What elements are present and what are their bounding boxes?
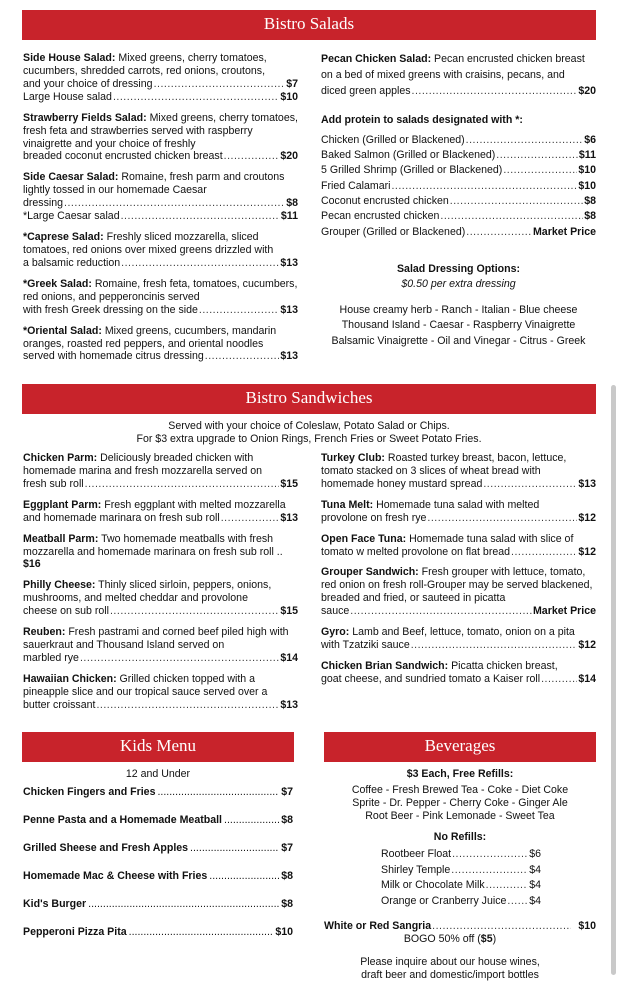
item-desc: Thinly sliced sirloin, peppers, onions, mushrooms, and melted cheddar and provolone (23, 579, 272, 605)
item-extra-price: $11 (280, 210, 298, 223)
norefill-row-label: Milk or Chocolate Milk (381, 879, 485, 892)
beverages-title: Beverages (424, 736, 496, 755)
kids-item-label: Chicken Fingers and Fries (23, 785, 156, 798)
protein-row (321, 225, 596, 240)
sandwiches-title: Bistro Sandwiches (245, 388, 373, 407)
refill-line-1: Coffee - Fresh Brewed Tea - Coke - Diet Coke (351, 783, 569, 796)
salads-left-column (23, 52, 298, 371)
kids-item-label: Homemade Mac & Cheese with Fries (23, 869, 208, 882)
item-desc: Freshly sliced mozzarella, sliced tomatoes, red onions over mixed greens drizzled with (23, 231, 274, 256)
protein-row (321, 194, 596, 209)
page-scrollbar[interactable] (611, 385, 616, 975)
item-desc: Fresh grouper with lettuce, tomato, red onion on fresh roll-Grouper may be served blackened, breaded and fried, or sauteed in picatta (321, 566, 593, 605)
item-price: $13 (280, 303, 298, 316)
menu-item (23, 278, 298, 317)
item-desc-end: cheese on sub roll (23, 605, 109, 618)
item-name: Philly Cheese: (23, 579, 96, 592)
item-desc: Homemade tuna salad with slice of (406, 532, 574, 545)
menu-item (321, 499, 596, 525)
item-extra-label: *Large Caesar salad (23, 210, 120, 223)
protein-row-price: $6 (584, 133, 596, 146)
item-price: $20 (280, 150, 298, 163)
item-price: $13 (578, 477, 596, 490)
kids-item (23, 926, 293, 939)
item-desc-end: with Tzatziki sauce (321, 639, 410, 652)
item-name: Side House Salad: (23, 52, 116, 64)
item-name: Grouper Sandwich: (321, 566, 419, 579)
kids-item-label: Pepperoni Pizza Pita (23, 925, 127, 938)
dressing-section (321, 262, 596, 349)
refill-line-3: Root Beer - Pink Lemonade - Sweet Tea (365, 809, 555, 822)
item-name: Reuben: (23, 626, 66, 639)
item-desc: Romaine, fresh feta, tomatoes, cucumbers, red onions, and pepperoncinis served (23, 277, 298, 303)
item-desc-end: homemade honey mustard spread (321, 477, 483, 490)
norefill-row (381, 894, 541, 910)
item-desc: Romaine, fresh parm and croutons lightly tossed in our homemade Caesar (23, 171, 285, 197)
item-desc: Mixed greens, cherry tomatoes, fresh feta and strawberries served with raspberry vinaigrette and your choice of freshly (23, 111, 298, 150)
protein-row-label: Grouper (Grilled or Blackened) (321, 225, 466, 238)
bogo-suffix: ) (492, 933, 497, 946)
protein-row (321, 133, 596, 148)
kids-item-label: Penne Pasta and a Homemade Meatball (23, 813, 222, 826)
sandwiches-left-column (23, 452, 298, 720)
sandwiches-intro-line-2: For $3 extra upgrade to Onion Rings, French Fries or Sweet Potato Fries. (136, 432, 482, 445)
item-desc-end: marbled rye (23, 651, 79, 664)
item-desc: Mixed greens, cucumbers, mandarin oranges, roasted red peppers, and oriental noodles (23, 324, 277, 350)
menu-item (23, 673, 298, 712)
sangria-price: $10 (578, 920, 596, 933)
item-price: $15 (280, 605, 298, 618)
kids-item-price: $7 (281, 785, 293, 798)
item-price: $13 (280, 350, 298, 363)
item-price: $7 (286, 77, 298, 90)
norefill-row-label: Rootbeer Float (381, 847, 452, 860)
protein-row (321, 179, 596, 194)
norefill-row-price: $6 (529, 847, 541, 860)
dressing-line-1: House creamy herb - Ranch - Italian - Blue cheese (339, 303, 578, 316)
kids-item-label: Kid's Burger (23, 897, 87, 910)
menu-item-pecan-chicken-salad (321, 52, 596, 100)
item-price: $8 (286, 197, 298, 210)
item-price: $15 (280, 477, 298, 490)
item-price: $20 (578, 84, 596, 97)
kids-item-price: $8 (281, 897, 293, 910)
protein-row-price: $10 (578, 164, 596, 177)
menu-item (321, 533, 596, 559)
item-price: $13 (280, 698, 298, 711)
kids-item-price: $10 (275, 925, 293, 938)
kids-section (23, 768, 293, 953)
protein-row-price: $8 (584, 210, 596, 223)
item-name: Hawaiian Chicken: (23, 672, 117, 685)
kids-title: Kids Menu (119, 736, 197, 755)
norefill-list (381, 847, 541, 911)
protein-row (321, 209, 596, 224)
norefill-row-price: $4 (529, 863, 541, 876)
norefill-row-label: Orange or Cranberry Juice (381, 895, 507, 908)
dressing-line-3: Balsamic Vinaigrette - Oil and Vinegar - Citrus - Greek (331, 334, 586, 347)
sandwiches-intro-line-1: Served with your choice of Coleslaw, Potato Salad or Chips. (168, 420, 450, 432)
item-price: $12 (578, 511, 596, 524)
protein-row (321, 163, 596, 178)
menu-item (23, 452, 298, 491)
bogo-line (324, 933, 576, 946)
item-name: Chicken Parm: (23, 452, 98, 464)
dressing-line-2: Thousand Island - Caesar - Raspberry Vinaigrette (341, 319, 576, 332)
protein-list (321, 133, 596, 241)
norefill-row-price: $4 (529, 879, 541, 892)
item-desc: Fresh pastrami and corned beef piled high with sauerkraut and Thousand Island served on (23, 626, 289, 652)
item-desc: Two homemade meatballs with fresh mozzarella and homemade marinara on fresh sub roll .. (23, 532, 283, 558)
menu-item (321, 660, 596, 686)
item-name: Pecan Chicken Salad: (321, 53, 432, 65)
item-name: Turkey Club: (321, 452, 385, 464)
menu-item (23, 325, 298, 364)
item-desc-end: sauce (321, 605, 350, 618)
item-name: Chicken Brian Sandwich: (321, 659, 449, 672)
salads-title: Bistro Salads (263, 14, 355, 33)
item-price: $12 (578, 639, 596, 652)
beverages-section (324, 768, 596, 982)
kids-subtitle: 12 and Under (125, 768, 191, 780)
protein-row-label: 5 Grilled Shrimp (Grilled or Blackened) (321, 164, 503, 177)
kids-item (23, 870, 293, 883)
item-price: $14 (578, 672, 596, 685)
item-desc: Picatta chicken breast, (448, 659, 558, 672)
menu-item (23, 112, 298, 164)
bogo-prefix: BOGO 50% off ( (403, 933, 481, 946)
protein-row-price: $11 (578, 148, 596, 161)
beverages-note (324, 956, 576, 982)
item-desc: Fresh eggplant with melted mozzarella (101, 498, 286, 511)
sangria-row (324, 920, 596, 933)
kids-item-price: $7 (281, 841, 293, 854)
menu-item (23, 231, 298, 270)
item-desc-end: diced green apples (321, 84, 411, 97)
protein-row-label: Coconut encrusted chicken (321, 195, 449, 208)
kids-item (23, 842, 293, 855)
kids-item (23, 786, 293, 799)
refill-title: $3 Each, Free Refills: (406, 768, 514, 780)
item-desc: Grilled chicken topped with a pineapple slice and our tropical sauce served over a (23, 672, 268, 698)
item-desc-end: with fresh Greek dressing on the side (23, 303, 198, 316)
norefill-row (381, 847, 541, 863)
item-desc: Mixed greens, cherry tomatoes, cucumbers, shredded carrots, red onions, croutons, (23, 52, 267, 77)
protein-row (321, 148, 596, 163)
norefill-row-price: $4 (529, 895, 541, 908)
item-name: *Oriental Salad: (23, 324, 102, 337)
menu-item (321, 452, 596, 491)
item-desc: Pecan encrusted chicken breast on a bed of mixed greens with craisins, pecans, and (321, 53, 585, 81)
salads-banner (22, 10, 596, 40)
kids-list (23, 786, 293, 939)
item-desc-end: tomato w melted provolone on flat bread (321, 545, 511, 558)
salads-right-column (321, 52, 596, 349)
item-desc-end: butter croissant (23, 698, 96, 711)
kids-item-label: Grilled Sheese and Fresh Apples (23, 841, 189, 854)
bogo-price: $5 (480, 933, 493, 946)
item-desc: Deliciously breaded chicken with homemade marina and fresh mozzarella served on (23, 452, 263, 477)
beverages-banner (324, 732, 596, 762)
sandwiches-right-column (321, 452, 596, 694)
item-name: Meatball Parm: (23, 532, 99, 545)
item-price: $13 (280, 511, 298, 524)
protein-row-label: Chicken (Grilled or Blackened) (321, 133, 465, 146)
menu-item (321, 626, 596, 652)
kids-item (23, 814, 293, 827)
protein-row-price: $10 (578, 179, 596, 192)
menu-item (23, 533, 298, 572)
item-name: Tuna Melt: (321, 498, 374, 511)
item-extra-label: Large House salad (23, 90, 112, 103)
item-desc-end: served with homemade citrus dressing (23, 350, 204, 363)
item-name: Eggplant Parm: (23, 498, 102, 511)
item-desc-end: dressing (23, 197, 64, 210)
norefill-row (381, 878, 541, 894)
beverages-note-line-1: Please inquire about our house wines, (360, 956, 540, 969)
beverages-note-line-2: draft beer and domestic/import bottles (361, 968, 539, 981)
sandwiches-banner (22, 384, 596, 414)
item-extra-price: $10 (280, 90, 298, 103)
kids-item-price: $8 (281, 813, 293, 826)
item-desc-end: and homemade marinara on fresh sub roll (23, 511, 220, 524)
item-name: Open Face Tuna: (321, 532, 407, 545)
item-name: Side Caesar Salad: (23, 171, 119, 184)
sandwiches-intro (22, 420, 596, 446)
sangria-label: White or Red Sangria (324, 920, 432, 933)
item-price: $12 (578, 545, 596, 558)
item-price: $14 (280, 651, 298, 664)
item-name: Strawberry Fields Salad: (23, 111, 147, 124)
item-desc: Lamb and Beef, lettuce, tomato, onion on a pita (349, 626, 575, 639)
menu-item (23, 579, 298, 618)
kids-item (23, 898, 293, 911)
kids-item-price: $8 (281, 869, 293, 882)
item-price: Market Price (532, 605, 596, 618)
item-name: *Caprese Salad: (23, 231, 104, 244)
item-desc-end: breaded coconut encrusted chicken breast (23, 150, 223, 163)
item-desc-end: and your choice of dressing (23, 77, 153, 90)
menu-item (23, 52, 298, 104)
protein-row-label: Baked Salmon (Grilled or Blackened) (321, 148, 496, 161)
menu-item (23, 626, 298, 665)
item-desc-end: fresh sub roll (23, 477, 84, 490)
item-name: Gyro: (321, 626, 350, 639)
norefill-title: No Refills: (433, 830, 487, 843)
item-desc: Homemade tuna salad with melted (373, 498, 540, 511)
protein-row-label: Fried Calamari (321, 179, 391, 192)
item-price: $13 (280, 256, 298, 269)
norefill-row (381, 863, 541, 879)
item-desc-end: goat cheese, and sundried tomato a Kaiser roll (321, 672, 541, 685)
kids-banner (22, 732, 294, 762)
item-price: $16 (23, 558, 41, 571)
protein-title: Add protein to salads designated with *: (321, 113, 523, 126)
menu-item (23, 171, 298, 223)
protein-row-price: Market Price (532, 225, 596, 238)
norefill-row-label: Shirley Temple (381, 863, 451, 876)
refill-line-2: Sprite - Dr. Pepper - Cherry Coke - Ginger Ale (352, 796, 568, 809)
protein-row-price: $8 (584, 195, 596, 208)
menu-item (23, 499, 298, 525)
item-desc: Roasted turkey breast, bacon, lettuce, tomato stacked on 3 slices of wheat bread with (321, 452, 567, 477)
item-desc-end: a balsamic reduction (23, 256, 121, 269)
dressing-title: Salad Dressing Options: (396, 263, 521, 276)
menu-item (321, 566, 596, 618)
protein-row-label: Pecan encrusted chicken (321, 210, 440, 223)
item-name: *Greek Salad: (23, 277, 92, 290)
item-desc-end: provolone on fresh rye (321, 511, 427, 524)
dressing-subtitle: $0.50 per extra dressing (401, 278, 516, 291)
